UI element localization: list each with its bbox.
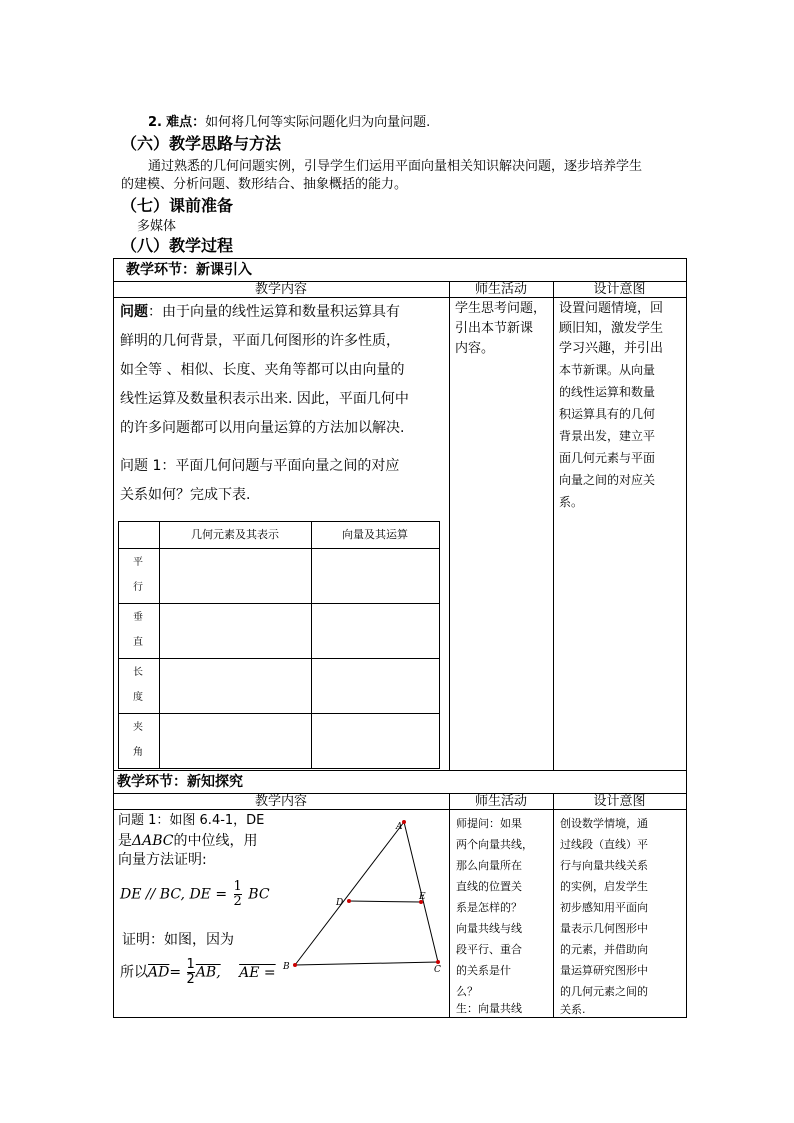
activity-line: 引出本节新课 xyxy=(455,321,534,336)
content-line-4: 线性运算及数量积表示出来. 因此，平面几何中 xyxy=(120,391,409,407)
label-d: D xyxy=(336,898,344,908)
label-a: A xyxy=(396,822,403,832)
difficulty-line xyxy=(148,114,430,131)
vector-ae-text: AE = xyxy=(239,964,276,981)
vector-ae xyxy=(239,965,276,981)
activity-line: 那么向量所在 xyxy=(456,859,522,872)
intent-line: 背景出发，建立平 xyxy=(559,429,656,443)
inner-header-vector: 向量及其运算 xyxy=(342,528,408,541)
triangle-abc-math: ΔABC xyxy=(132,833,174,849)
content-line-5: 的许多问题都可以用向量运算的方法加以解决. xyxy=(120,420,405,436)
question1-line-2: 关系如何？完成下表. xyxy=(120,487,251,503)
header-content: 教学内容 xyxy=(254,794,307,809)
explore-line-2 xyxy=(118,833,257,850)
intent-line: 量表示几何图形中 xyxy=(560,922,648,935)
content-line-3: 如全等 、相似、长度、夹角等都可以由向量的 xyxy=(120,362,405,378)
explore-line-1: 问题 1：如图 6.4-1，DE xyxy=(118,813,265,828)
formula-part-b: BC xyxy=(248,886,270,903)
intent-line: 行与向量共线关系 xyxy=(560,859,648,872)
intent-line: 的线性运算和数量 xyxy=(559,385,656,399)
content-line-1: ：由于向量的线性运算和数量积运算具有 xyxy=(148,304,400,320)
stage-title-intro: 教学环节：新课引入 xyxy=(126,262,252,278)
label-c: C xyxy=(434,965,441,975)
activity-line: 两个向量共线， xyxy=(456,838,533,851)
intent-line: 创设数学情境，通 xyxy=(560,817,648,830)
difficulty-number: 2. xyxy=(148,115,162,130)
activity-line: 系是怎样的？ xyxy=(456,901,522,914)
intent-line: 学习兴趣，并引出 xyxy=(559,341,664,356)
fraction-numerator: 1 xyxy=(233,879,242,894)
header-content: 教学内容 xyxy=(254,282,307,297)
formula-midline xyxy=(120,880,270,909)
fraction-one-half-proof xyxy=(187,958,195,987)
row-label-char: 长 xyxy=(133,667,143,678)
difficulty-text: 如何将几何等实际问题化归为向量问题. xyxy=(205,115,431,130)
explore-line-3: 向量方法证明: xyxy=(118,852,207,868)
inner-header-geometry: 几何元素及其表示 xyxy=(191,528,279,541)
row-label-parallel xyxy=(118,550,158,600)
explore-line-2-post: 的中位线，用 xyxy=(173,833,258,849)
header-activity: 师生活动 xyxy=(474,282,527,297)
vector-ab: AB, xyxy=(195,964,221,981)
intent-line: 的元素，并借助向 xyxy=(560,943,648,956)
content-bold-label: 问题 xyxy=(120,304,148,320)
intent-line: 过线段（直线）平 xyxy=(560,838,648,851)
fraction-one-half xyxy=(234,880,242,909)
activity-line: 么？ xyxy=(456,985,478,998)
proof-formula: 所以$\overline{AD}=$ $\frac{1}{2}$ AB, AE = xyxy=(120,957,276,987)
question1-line-1: 问题 1：平面几何问题与平面向量之间的对应 xyxy=(120,458,400,474)
row-label-angle xyxy=(118,715,158,765)
row-label-char: 角 xyxy=(133,747,143,758)
intent-line: 初步感知用平面向 xyxy=(560,901,648,914)
section6-title: （六）教学思路与方法 xyxy=(121,134,282,153)
activity-line: 内容。 xyxy=(455,341,495,356)
point-d xyxy=(347,899,351,903)
header-intent: 设计意图 xyxy=(593,282,646,297)
vector-ad: $\overline{AD}$ xyxy=(148,964,170,981)
activity-line: 生：向量共线 xyxy=(456,1002,522,1015)
section7-title: （七）课前准备 xyxy=(121,196,234,215)
activity-line: 段平行、重合 xyxy=(456,943,522,956)
content-line-2: 鲜明的几何背景，平面几何图形的许多性质， xyxy=(120,333,400,349)
label-b: B xyxy=(283,962,290,972)
activity-line: 向量共线与线 xyxy=(456,922,522,935)
point-b xyxy=(293,963,297,967)
activity-line: 的关系是什 xyxy=(456,964,511,977)
activity-line: 直线的位置关 xyxy=(456,880,522,893)
intent-line: 积运算具有的几何 xyxy=(559,407,656,421)
row-label-char: 直 xyxy=(133,637,143,648)
activity-line: 师提问：如果 xyxy=(456,817,522,830)
side-ab xyxy=(295,822,404,965)
row-label-char: 夹 xyxy=(133,722,143,733)
section7-text: 多媒体 xyxy=(137,219,177,234)
intent-line: 顾旧知，激发学生 xyxy=(559,321,664,336)
section6-paragraph-line1: 通过熟悉的几何问题实例，引导学生们运用平面向量相关知识解决问题，逐步培养学生 xyxy=(148,159,643,174)
point-c xyxy=(436,960,440,964)
intent-line: 的实例，启发学生 xyxy=(560,880,648,893)
formula-part-a: DE // BC, DE = xyxy=(120,886,228,903)
proof-formula-pre: 所以 xyxy=(120,964,148,981)
fraction-numerator: 1 xyxy=(186,957,195,972)
triangle-figure xyxy=(278,815,448,975)
row-label-char: 垂 xyxy=(133,612,143,623)
intent-line: 量运算研究图形中 xyxy=(560,964,648,977)
intent-line: 面几何元素与平面 xyxy=(559,451,656,465)
header-intent: 设计意图 xyxy=(593,794,646,809)
content-line xyxy=(120,298,400,327)
intent-line: 的几何元素之间的 xyxy=(560,985,648,998)
point-a xyxy=(402,820,406,824)
proof-line: 证明：如图，因为 xyxy=(122,932,234,948)
activity-line: 学生思考问题， xyxy=(455,301,547,316)
label-e: E xyxy=(419,892,426,902)
row-label-char: 度 xyxy=(133,692,143,703)
difficulty-label: 难点： xyxy=(166,115,206,130)
row-label-char: 行 xyxy=(133,582,143,593)
row-label-perpendicular xyxy=(118,605,158,655)
section8-title: （八）教学过程 xyxy=(121,236,234,255)
intent-line: 系。 xyxy=(559,495,584,509)
row-label-length xyxy=(118,660,158,710)
intent-line: 向量之间的对应关 xyxy=(559,473,656,487)
fraction-denominator: 2 xyxy=(233,894,242,909)
intent-line: 关系. xyxy=(560,1003,586,1016)
section6-paragraph-line2: 的建模、分析问题、数形结合、抽象概括的能力。 xyxy=(121,177,408,192)
row-label-char: 平 xyxy=(133,557,143,568)
header-activity: 师生活动 xyxy=(474,794,527,809)
explore-line-2-pre: 是 xyxy=(118,833,132,849)
stage-title-explore: 教学环节：新知探究 xyxy=(117,774,243,790)
side-bc xyxy=(295,962,438,965)
midline-de xyxy=(349,901,421,902)
intent-line: 设置问题情境，回 xyxy=(559,301,664,316)
fraction-denominator: 2 xyxy=(186,972,195,987)
intent-line: 本节新课。从向量 xyxy=(559,363,656,377)
